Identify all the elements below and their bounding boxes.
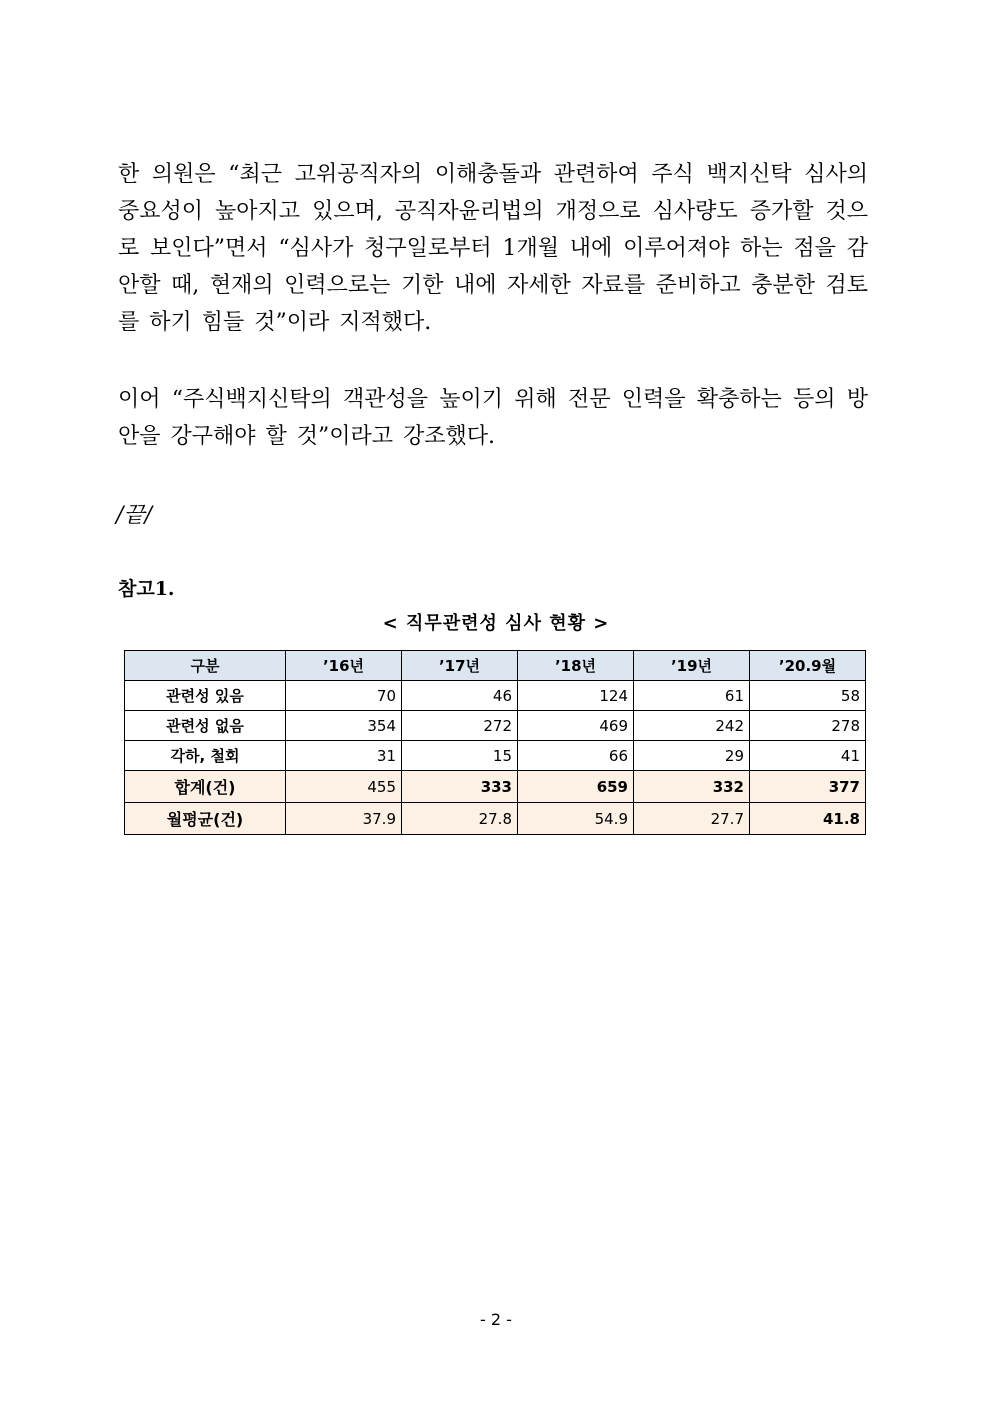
header-2020-sep: ’20.9월 [750,651,866,681]
paragraph-1 [118,156,868,341]
table-cell: 37.9 [286,803,402,835]
total-row [125,771,866,803]
table-cell: 354 [286,711,402,741]
table-cell: 455 [286,771,402,803]
row-label: 합계(건) [125,771,286,803]
reference-label: 참고1. [118,578,175,600]
header-category: 구분 [125,651,286,681]
table-cell: 27.7 [634,803,750,835]
table-cell: 70 [286,681,402,711]
table-cell: 54.9 [518,803,634,835]
paragraph-2 [118,381,868,455]
table-cell: 29 [634,741,750,771]
table-cell: 242 [634,711,750,741]
row-label: 월평균(건) [125,803,286,835]
table-cell: 659 [518,771,634,803]
row-label: 관련성 없음 [125,711,286,741]
table-cell: 333 [402,771,518,803]
table-cell: 377 [750,771,866,803]
table-cell: 278 [750,711,866,741]
header-2018: ’18년 [518,651,634,681]
end-mark: /끝/ [116,503,153,528]
table-cell: 66 [518,741,634,771]
table-cell: 41.8 [750,803,866,835]
table-cell: 27.8 [402,803,518,835]
table-row [125,741,866,771]
page-number: - 2 - [480,1310,512,1329]
table-cell: 469 [518,711,634,741]
table-cell: 46 [402,681,518,711]
header-2016: ’16년 [286,651,402,681]
table-cell: 41 [750,741,866,771]
table-cell: 332 [634,771,750,803]
row-label: 관련성 있음 [125,681,286,711]
table-cell: 15 [402,741,518,771]
table-row [125,711,866,741]
table-title: < 직무관련성 심사 현황 > [382,613,610,634]
header-2019: ’19년 [634,651,750,681]
row-label: 각하, 철회 [125,741,286,771]
table-cell: 31 [286,741,402,771]
table-header-row [125,651,866,681]
header-2017: ’17년 [402,651,518,681]
table-cell: 124 [518,681,634,711]
monthly-average-row [125,803,866,835]
table-row [125,681,866,711]
table-cell: 58 [750,681,866,711]
table-cell: 61 [634,681,750,711]
paragraph-1-text: 한 의원은 “최근 고위공직자의 이해충돌과 관련하여 주식 백지신탁 심사의 중요성이 높아지고 있으며, 공직자윤리법의 개정으로 심사량도 증가할 것으로 보인다”면서 “심사가 청구일로부터 1개월 내에 이루어져야 하는 점을 감안할 때, 현재의 인력으로는 기한 내에 자세한 자료를 준비하고 충분한 검토를 하기 힘들 것”이라 지적했다. [118,162,868,335]
paragraph-2-text: 이어 “주식백지신탁의 객관성을 높이기 위해 전문 인력을 확충하는 등의 방안을 강구해야 할 것”이라고 강조했다. [118,387,868,449]
table-cell: 272 [402,711,518,741]
review-status-table [124,650,866,835]
